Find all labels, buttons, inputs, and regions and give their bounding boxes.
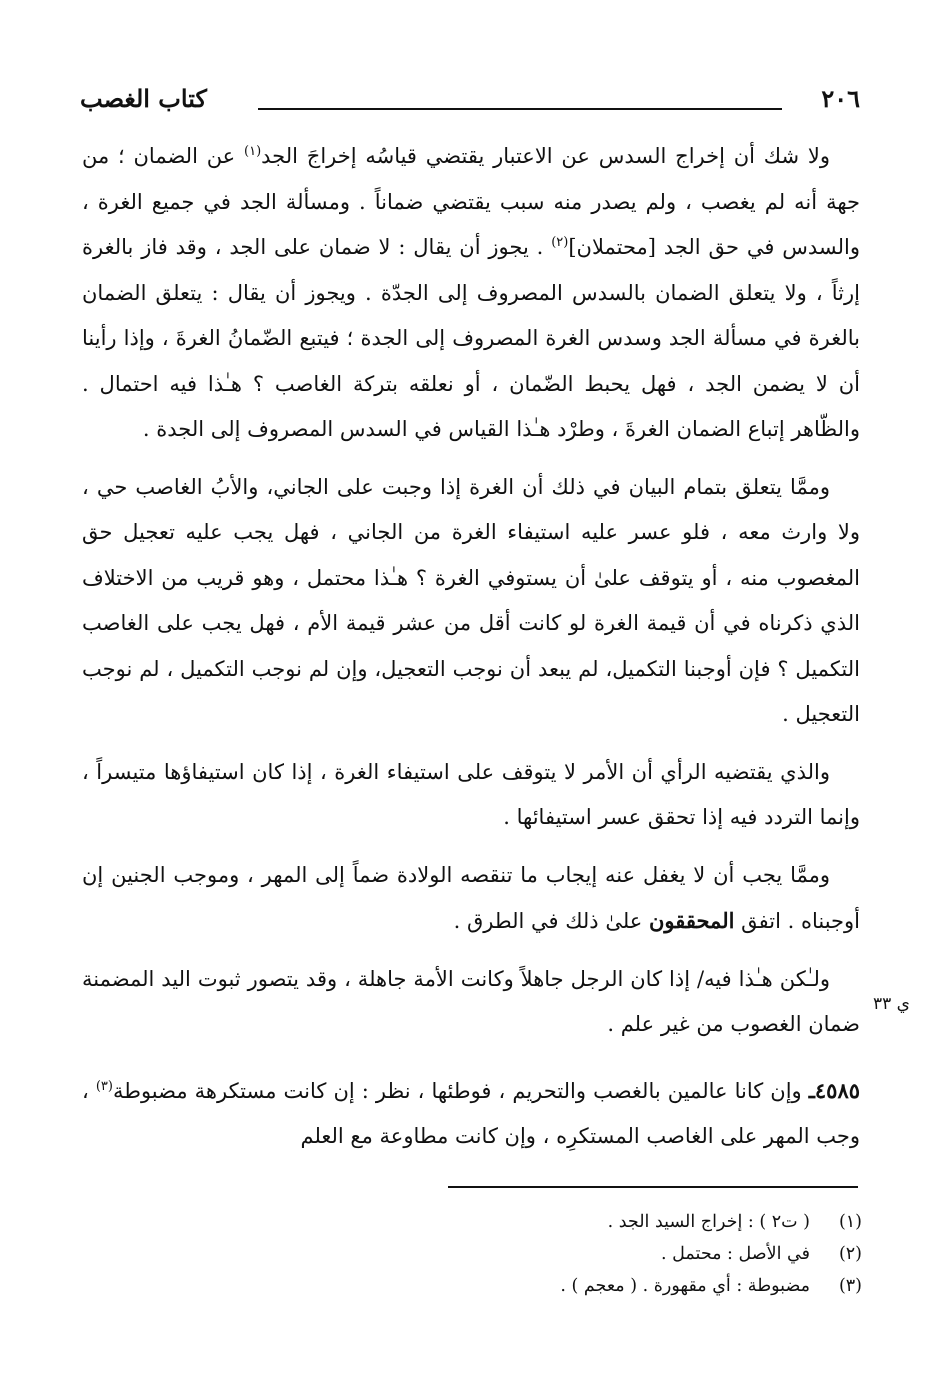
- p4-text-a: وممَّا يجب أن لا يغفل عنه إيجاب ما تنقصه الولادة ضماً إلى المهر ، وموجب الجنين إن أوجبناه . اتفق: [82, 862, 860, 933]
- paragraph-6: [82, 1068, 860, 1160]
- paragraph-2: وممَّا يتعلق بتمام البيان في ذلك أن الغرة إذا وجبت على الجاني، والأبُ الغاصب حي ، ولا وارث معه ، فلو عسر عليه استيفاء الغرة من الجاني ، فهل يجب عليه تعجيل حق المغصوب منه ، أو يتوقف علىٰ أن يستوفي الغرة ؟ هـٰذا محتمل ، وهو قريب من الاختلاف الذي ذكرناه في أن قيمة الغرة لو كانت أقل من عشر قيمة الأم ، فهل يجب على الغاصب التكميل ؟ فإن أوجبنا التكميل، لم يبعد أن نوجب التعجيل، وإن لم نوجب التكميل ، لم نوجب التعجيل .: [82, 474, 860, 726]
- header-rule: [258, 108, 782, 110]
- p4-bold-term: المحققون: [648, 908, 735, 933]
- footnote-number: (٢): [838, 1244, 862, 1264]
- footnote-ref-1: (١): [244, 144, 262, 159]
- p4-text-b: علىٰ ذلك في الطرق .: [453, 909, 649, 933]
- footnote-item: [162, 1238, 862, 1270]
- paragraph-1: [82, 134, 860, 453]
- footnote-text: في الأصل : محتمل .: [661, 1244, 810, 1264]
- paragraph-number: ٤٥٨٥ـ: [808, 1077, 861, 1103]
- footnote-text: ( ت٢ ) : إخراج السيد الجد .: [607, 1212, 810, 1232]
- running-header: [80, 82, 860, 118]
- paragraph-3: والذي يقتضيه الرأي أن الأمر لا يتوقف على استيفاء الغرة ، إذا كان استيفاؤها متيسراً ، وإنما التردد فيه إذا تحقق عسر استيفائها .: [82, 759, 860, 829]
- footnote-ref-2: (٢): [551, 235, 569, 250]
- paragraph-5: ولـٰكن هـٰذا فيه/ إذا كان الرجل جاهلاً وكانت الأمة جاهلة ، وقد يتصور ثبوت اليد المضمنة ضمان الغصوب من غير علم .: [82, 966, 860, 1036]
- footnote-item: [162, 1206, 862, 1238]
- footnote-text: مضبوطة : أي مقهورة . ( معجم ) .: [560, 1276, 810, 1296]
- footnote-number: (١): [838, 1212, 862, 1232]
- footnotes: [162, 1206, 862, 1302]
- running-title: كتاب الغصب: [80, 84, 207, 113]
- manuscript-folio-note: ي ٣٣: [873, 994, 910, 1014]
- page-number: ٢٠٦: [821, 84, 860, 113]
- footnote-number: (٣): [838, 1276, 862, 1296]
- footnote-ref-3: (٣): [95, 1078, 113, 1094]
- paragraph-4: [82, 853, 860, 945]
- p1-text-c: . يجوز أن يقال : لا ضمان على الجد ، وقد فاز بالغرة إرثاً ، ولا يتعلق الضمان بالسدس المصروف إلى الجدّة . ويجوز أن يقال : يتعلق الضمان بالغرة في مسألة الجد وسدس الغرة المصروف إلى الجدة ؛ فيتبع الضّمانُ الغرةَ ، وإذا رأينا أن لا يضمن الجد ، فهل يحبط الضّمان ، أو نعلقه بتركة الغاصب ؟ هـٰذا فيه احتمال . والظّاهر إتباع الضمان الغرةَ ، وطرْد هـٰذا القياس في السدس المصروف إلى الجدة .: [82, 235, 860, 441]
- footnote-rule: [448, 1186, 858, 1188]
- footnote-item: [162, 1270, 862, 1302]
- p6-text-a: وإن كانا عالمين بالغصب والتحريم ، فوطئها ، نظر : إن كانت مستكرهة مضبوطة: [112, 1078, 809, 1103]
- p1-text-a: ولا شك أن إخراج السدس عن الاعتبار يقتضي قياسُه إخراجَ الجد: [261, 144, 830, 168]
- p1-text-b: عن الضمان ؛ من جهة أنه لم يغصب ، ولم يصدر منه سبب يقتضي ضماناً . ومسألة الجد في جميع الغرة ، والسدس في حق الجد [محتملان]: [82, 144, 860, 259]
- body-text: [82, 134, 860, 1172]
- p6-text-b: ، وجب المهر على الغاصب المستكرِه ، وإن كانت مطاوعة مع العلم: [82, 1078, 860, 1148]
